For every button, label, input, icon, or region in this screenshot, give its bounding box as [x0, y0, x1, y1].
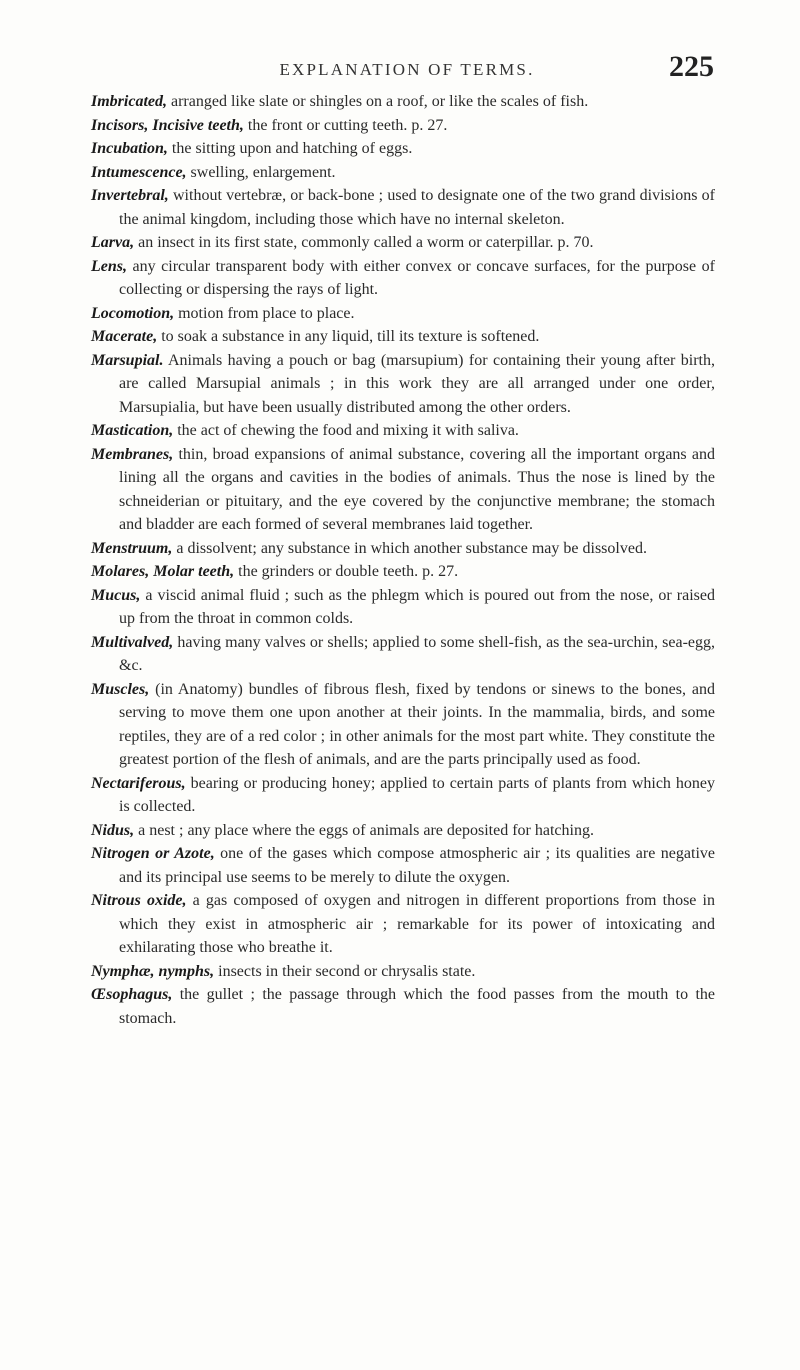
- entry-term: Membranes,: [91, 445, 174, 463]
- entry-definition: thin, broad expansions of animal substance, covering all the important organs and lining all the organs and cavities in the bodies of animals. Thus the nose is lined by the schneiderian or pituitary, and the eye covered by the conjunctive membrane; the stomach and bladder are each formed of several membranes laid together.: [119, 445, 715, 533]
- entry-term: Mucus,: [91, 586, 141, 604]
- running-title: EXPLANATION OF TERMS.: [279, 60, 535, 79]
- entry-term: Locomotion,: [91, 304, 175, 322]
- glossary-entry: [91, 960, 715, 984]
- entry-term: Muscles,: [91, 680, 150, 698]
- entry-definition: a nest ; any place where the eggs of animals are deposited for hatching.: [134, 821, 594, 839]
- glossary-entry: [91, 537, 715, 561]
- entry-definition: a dissolvent; any substance in which another substance may be dissolved.: [172, 539, 647, 557]
- entry-definition: bearing or producing honey; applied to certain parts of plants from which honey is collected.: [119, 774, 715, 815]
- entry-definition: having many valves or shells; applied to some shell-fish, as the sea-urchin, sea-egg, &c.: [119, 633, 715, 674]
- glossary-entry: [91, 889, 715, 960]
- entry-term: Œsophagus,: [91, 986, 173, 1003]
- glossary-entry: [91, 584, 715, 631]
- entry-term: Nitrogen or Azote,: [91, 845, 215, 862]
- glossary-entry: [91, 419, 715, 443]
- entry-definition: without vertebræ, or back-bone ; used to designate one of the two grand divisions of the animal kingdom, including those which have no internal skeleton.: [119, 187, 715, 228]
- glossary-entry: [91, 560, 715, 584]
- glossary-entry: [91, 631, 715, 678]
- entry-term: Marsupial.: [91, 351, 164, 369]
- entry-definition: the front or cutting teeth. p. 27.: [243, 116, 448, 134]
- entry-definition: a gas composed of oxygen and nitrogen in different proportions from those in which they exist in atmospheric air ; remarkable for its power of intoxicating and exhilarating those who breathe it.: [119, 892, 716, 956]
- entry-term: Imbricated,: [91, 93, 167, 110]
- entry-definition: any circular transparent body with either convex or concave surfaces, for the purpose of collecting or dispersing the rays of light.: [119, 257, 715, 298]
- entry-definition: arranged like slate or shingles on a roof, or like the scales of fish.: [167, 93, 589, 110]
- glossary-entry: [91, 443, 715, 537]
- entry-definition: swelling, enlargement.: [186, 163, 336, 181]
- entry-term: Lens,: [91, 257, 127, 275]
- entry-definition: to soak a substance in any liquid, till its texture is softened.: [157, 328, 540, 345]
- entry-term: Mastication,: [91, 422, 174, 439]
- entry-term: Macerate,: [91, 328, 158, 345]
- entry-definition: motion from place to place.: [174, 304, 355, 322]
- entry-term: Menstruum,: [91, 539, 173, 557]
- glossary-entry: [91, 678, 715, 772]
- entry-definition: insects in their second or chrysalis state.: [214, 962, 476, 980]
- glossary-entry: [91, 137, 715, 161]
- glossary-entry: [91, 90, 715, 114]
- glossary-entry: [91, 983, 715, 1030]
- glossary-entry: [91, 772, 715, 819]
- glossary-entry: [91, 302, 715, 326]
- glossary-entry: [91, 842, 715, 889]
- entry-definition: an insect in its first state, commonly called a worm or caterpillar. p. 70.: [134, 234, 594, 251]
- page-header: [92, 48, 714, 84]
- entry-definition: the grinders or double teeth. p. 27.: [234, 563, 459, 580]
- entry-term: Nitrous oxide,: [91, 892, 187, 909]
- entry-term: Nymphæ, nymphs,: [91, 962, 215, 980]
- entry-term: Invertebral,: [91, 187, 169, 204]
- entry-term: Multivalved,: [91, 633, 174, 651]
- page-number: 225: [669, 50, 714, 83]
- entry-term: Molares, Molar teeth,: [91, 563, 235, 580]
- entry-definition: (in Anatomy) bundles of fibrous flesh, fixed by tendons or sinews to the bones, and serving to move them one upon another at their joints. In the mammalia, birds, and some reptiles, they are of a red color ; in other animals for the most part white. They constitute the greatest portion of the flesh of animals, and are the parts principally used as food.: [119, 680, 715, 768]
- entry-term: Nidus,: [91, 821, 135, 839]
- entry-term: Incisors, Incisive teeth,: [91, 116, 244, 134]
- entry-definition: the act of chewing the food and mixing it with saliva.: [173, 422, 519, 439]
- entry-term: Incubation,: [91, 140, 168, 157]
- glossary-entry: [91, 819, 715, 843]
- glossary-entry: [91, 325, 715, 349]
- glossary-entry: [91, 255, 715, 302]
- glossary-entry: [91, 114, 715, 138]
- entry-term: Nectariferous,: [91, 774, 186, 792]
- glossary-entry: [91, 349, 715, 420]
- glossary-entry: [91, 184, 715, 231]
- entry-definition: Animals having a pouch or bag (marsupium) for containing their young after birth, are called Marsupial animals ; in this work they are all arranged under one order, Marsupialia, but have been usually distributed among the other orders.: [119, 351, 715, 416]
- entry-definition: a viscid animal fluid ; such as the phlegm which is poured out from the nose, or raised up from the throat in common colds.: [119, 586, 715, 627]
- entry-definition: one of the gases which compose atmospheric air ; its qualities are negative and its principal use seems to be merely to dilute the oxygen.: [119, 845, 716, 886]
- glossary-entries: [91, 90, 715, 1030]
- glossary-entry: [91, 161, 715, 185]
- entry-term: Larva,: [91, 234, 135, 251]
- entry-term: Intumescence,: [91, 163, 187, 181]
- glossary-entry: [91, 231, 715, 255]
- entry-definition: the gullet ; the passage through which the food passes from the mouth to the stomach.: [119, 986, 715, 1027]
- entry-definition: the sitting upon and hatching of eggs.: [167, 140, 413, 157]
